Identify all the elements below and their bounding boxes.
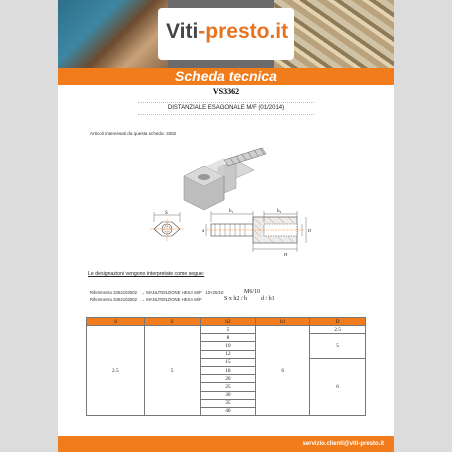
label-H: H bbox=[284, 252, 288, 257]
side-section-view bbox=[206, 211, 306, 252]
designations-title: Le designazioni vengono interpretate come segue: bbox=[88, 271, 205, 277]
product-description: DISTANZIALE ESAGONALE M/F (01/2014) bbox=[138, 102, 314, 115]
technical-drawing bbox=[58, 0, 394, 290]
cell-h2: 20 bbox=[200, 375, 256, 383]
cell-D: 2.5 bbox=[310, 326, 366, 334]
cell-D: 5 bbox=[310, 334, 366, 359]
cell-h2: 30 bbox=[200, 391, 256, 399]
cell-D: 6 bbox=[310, 358, 366, 415]
spacer-photo bbox=[184, 148, 266, 210]
ref-arrow: → MANUTENZIONE HEXA M/F bbox=[140, 297, 202, 302]
label-h2: $h_2$ bbox=[277, 209, 282, 214]
cell-h2: 35 bbox=[200, 399, 256, 407]
cell-h2: 10 bbox=[200, 342, 256, 350]
cell-h2: 25 bbox=[200, 383, 256, 391]
cell-h1: 6 bbox=[256, 326, 310, 416]
ref-code: Riferimento 3362102502 bbox=[90, 290, 138, 295]
product-code: VS3362 bbox=[212, 87, 240, 96]
header-d: d bbox=[87, 318, 145, 326]
table-row bbox=[87, 326, 366, 334]
spec-header-row bbox=[87, 318, 366, 326]
header-D: D bbox=[310, 318, 366, 326]
label-h1: $h_1$ bbox=[229, 209, 234, 214]
hex-end-view bbox=[150, 212, 184, 241]
logo-accent: -presto.it bbox=[198, 20, 289, 43]
cell-s: 5 bbox=[144, 326, 200, 416]
spec-table bbox=[86, 317, 366, 416]
articles-note: Articoli interessati da questa scheda: 3362 bbox=[90, 131, 177, 136]
header-h2: h2 bbox=[200, 318, 256, 326]
page-title: Scheda tecnica bbox=[175, 68, 277, 84]
cell-h2: 12 bbox=[200, 350, 256, 358]
datasheet-page bbox=[58, 0, 394, 452]
ref-arrow: → MANUTENZIONE HEXA M/F bbox=[140, 290, 202, 295]
label-D: D bbox=[308, 228, 312, 233]
header-h1: h1 bbox=[256, 318, 310, 326]
header-s: S bbox=[144, 318, 200, 326]
cell-h2: 8 bbox=[200, 334, 256, 342]
logo-main: Viti bbox=[166, 20, 199, 43]
customer-service-email[interactable]: servizio.clienti@viti-presto.it bbox=[302, 441, 384, 447]
ref-value: 10×25/10 bbox=[205, 290, 224, 295]
formula-right: d / h1 bbox=[261, 296, 275, 302]
cell-d: 2.5 bbox=[87, 326, 145, 416]
footer-bar bbox=[58, 436, 394, 452]
label-s: S bbox=[165, 211, 168, 216]
cell-h2: 15 bbox=[200, 358, 256, 366]
cell-h2: 5 bbox=[200, 326, 256, 334]
designation-row-1 bbox=[90, 290, 223, 295]
designation-row-2 bbox=[90, 297, 202, 302]
label-d: d bbox=[202, 228, 205, 233]
formula-left: S x h2 / h bbox=[224, 296, 248, 302]
ref-code: Riferimento 3362102502 bbox=[90, 297, 138, 302]
cell-h2: 18 bbox=[200, 366, 256, 374]
cell-h2: 40 bbox=[200, 407, 256, 415]
formula-top: M6/10 bbox=[244, 289, 261, 295]
